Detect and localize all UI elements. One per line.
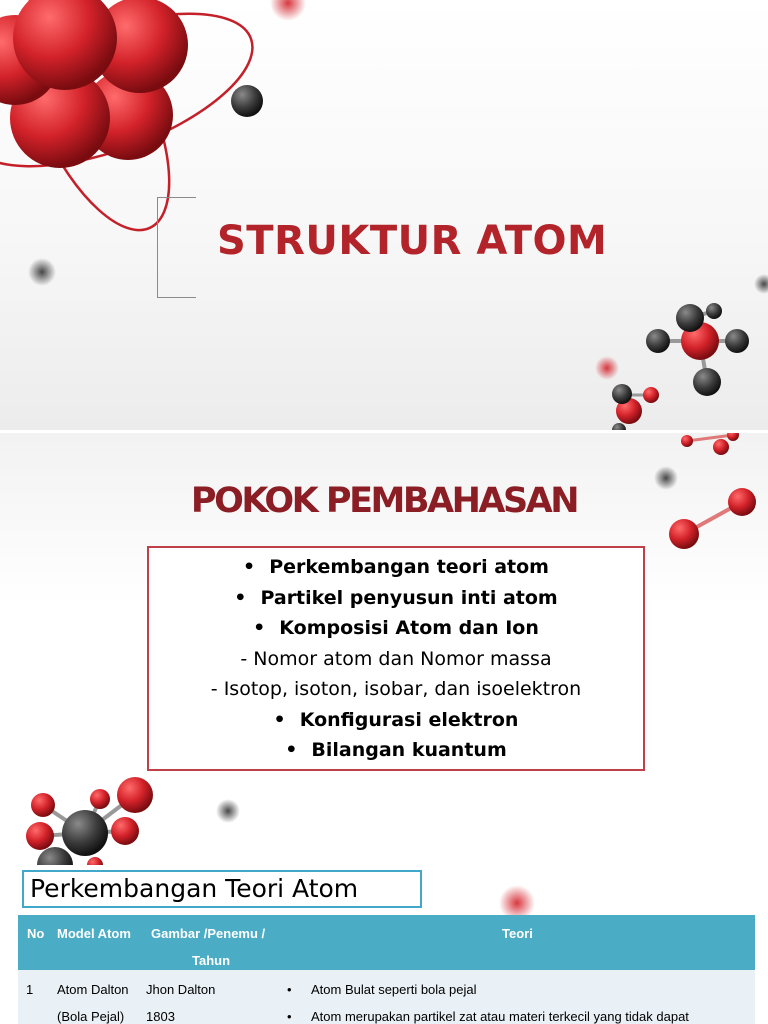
row-model: Atom Dalton <box>57 982 129 997</box>
row-bullet: • <box>287 982 292 997</box>
slide-heading: Perkembangan Teori Atom <box>30 874 359 903</box>
column-header-gambar: Gambar /Penemu / <box>151 926 266 941</box>
row-tahun: 1803 <box>146 1009 175 1024</box>
column-header-model: Model Atom <box>57 926 131 941</box>
topic-item: • Perkembangan teori atom <box>243 556 549 578</box>
topics-box <box>147 546 645 771</box>
slide-heading-box <box>22 870 422 908</box>
table-header <box>18 915 755 970</box>
row-no: 1 <box>26 982 34 997</box>
topic-item: • Komposisi Atom dan Ion <box>253 617 539 639</box>
row-bullet: • <box>287 1009 292 1024</box>
column-header-teori: Teori <box>502 926 533 941</box>
slide-history <box>0 865 768 1024</box>
slide-heading: POKOK PEMBAHASAN <box>190 481 578 521</box>
table-row <box>18 970 755 1024</box>
row-teori: Atom merupakan partikel zat atau materi terkecil yang tidak dapat <box>311 1009 689 1024</box>
molecule-decoration-icon <box>0 0 768 430</box>
topic-item: • Bilangan kuantum <box>285 739 507 761</box>
column-header-no: No <box>27 926 45 941</box>
row-model-sub: (Bola Pejal) <box>57 1009 125 1024</box>
topic-item: • Partikel penyusun inti atom <box>234 586 558 609</box>
slide-topics <box>0 433 768 865</box>
topic-subitem: - Isotop, isoton, isobar, dan isoelektron <box>210 678 582 700</box>
slide-title-heading: STRUKTUR ATOM <box>217 218 608 264</box>
title-bracket <box>157 197 196 298</box>
row-teori: Atom Bulat seperti bola pejal <box>311 982 477 997</box>
topic-subitem: - Nomor atom dan Nomor massa <box>240 647 552 670</box>
slide-title <box>0 0 768 430</box>
topic-item: • Konfigurasi elektron <box>273 708 519 731</box>
column-header-tahun: Tahun <box>192 953 231 968</box>
row-penemu: Jhon Dalton <box>146 982 216 997</box>
